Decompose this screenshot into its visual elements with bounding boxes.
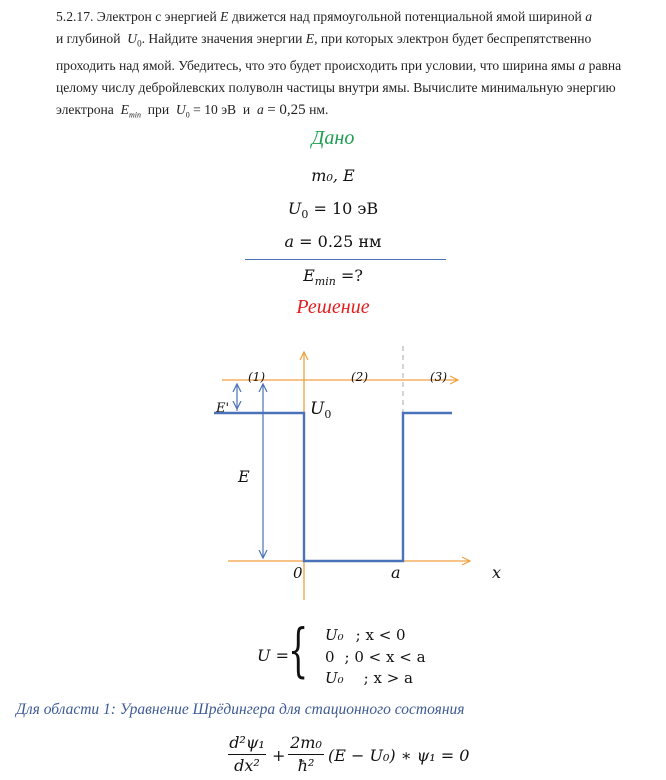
potential-curve <box>214 413 452 561</box>
piecewise-definition: U = { U₀ ; x < 0 0 ; 0 < x < a U₀ ; x > a <box>257 616 426 687</box>
energy-symbol: E <box>220 9 229 24</box>
x-label: x <box>492 563 502 582</box>
problem-line-2: и глубиной $U_0$. Найдите значения энергии E, при которых электрон будет беспрепятственно <box>56 31 592 49</box>
given-divider <box>245 259 446 260</box>
problem-number: 5.2.17. <box>56 9 94 24</box>
origin-label: 0 <box>293 564 303 582</box>
u0-label: $U_0$ <box>310 399 332 421</box>
schrodinger-equation: d²ψ₁ dx² + 2m₀ ħ² (E − U₀) ∗ ψ₁ = 0 <box>229 733 470 775</box>
region-1-label: (1) <box>248 370 265 384</box>
region-3-label: (3) <box>430 370 447 384</box>
e-label: E <box>238 467 250 486</box>
given-line-1: m₀, E <box>311 166 355 185</box>
given-line-3: a = 0.25 нм <box>284 232 382 251</box>
left-brace: { <box>288 616 309 684</box>
find-line: $E_{min}$ =? <box>303 266 363 289</box>
problem-statement <box>56 6 634 126</box>
given-line-2: $U_0 = 10$ эВ <box>287 199 379 222</box>
problem-line-5: электрона $E_{min}$ при $U_0 = 10$ эВ и a = 0,25 нм. <box>56 101 329 120</box>
problem-line-1: 5.2.17. Электрон с энергией E движется над прямоугольной потенциальной ямой шириной a <box>56 9 592 24</box>
region-1-description: Для области 1: Уравнение Шрёдингера для стационного состояния <box>16 701 465 718</box>
problem-line-3: проходить над ямой. Убедитесь, что это будет происходить при условии, что ширина ямы a равна <box>56 57 622 73</box>
problem-line-4: целому числу дебройлевских полуволн частицы внутри ямы. Вычислите минимальную энергию <box>56 79 616 95</box>
solution-heading: Решение <box>296 296 370 318</box>
piecewise-lhs: U = <box>257 646 289 665</box>
given-heading: Дано <box>311 127 355 149</box>
width-symbol: a <box>585 9 592 24</box>
region-2-label: (2) <box>351 370 368 384</box>
a-label: a <box>391 563 401 582</box>
e-prime-label: E' <box>216 401 230 416</box>
